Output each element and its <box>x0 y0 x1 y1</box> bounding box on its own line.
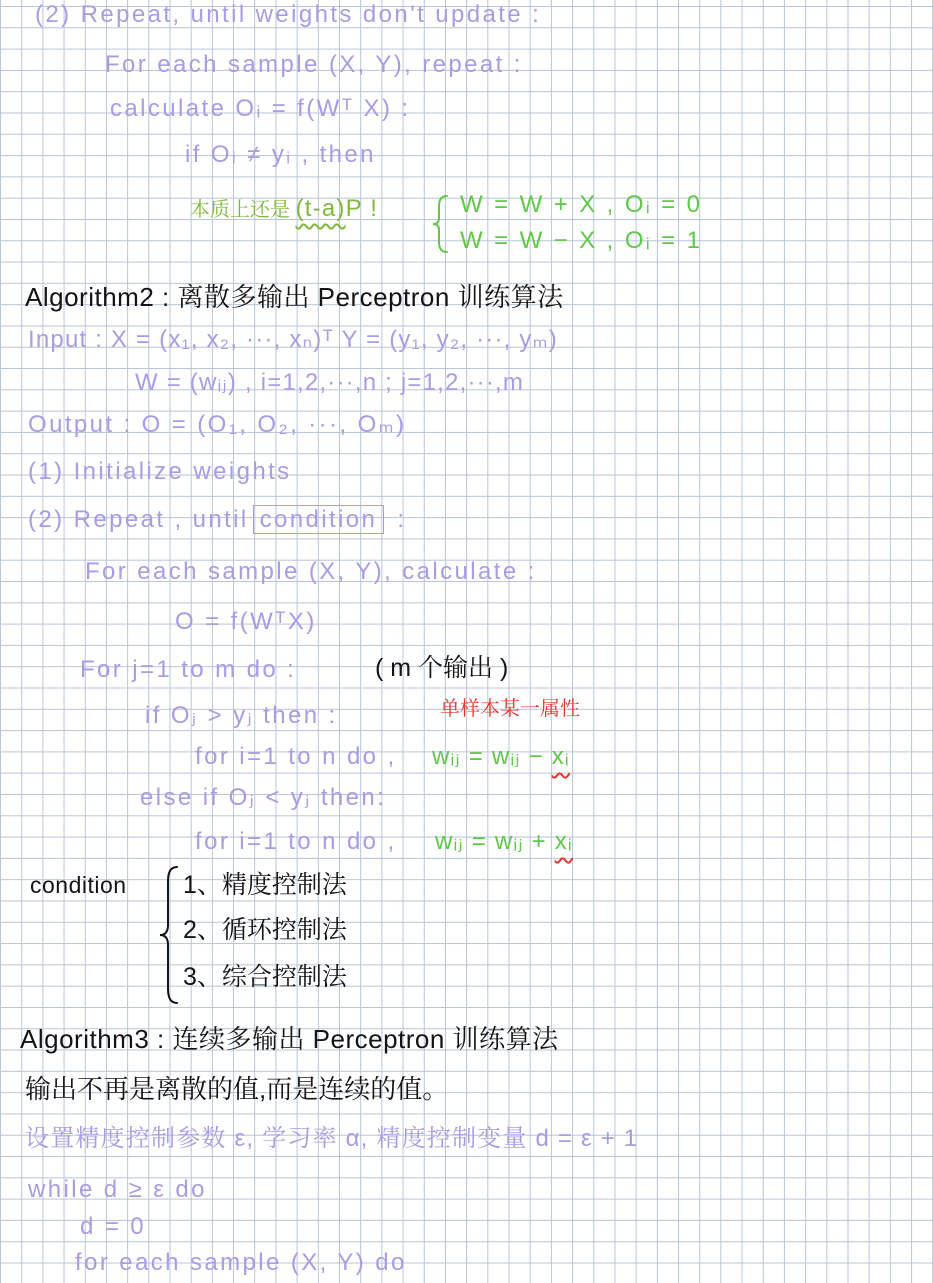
algo2-for-j-line: For j=1 to m do : <box>80 656 297 683</box>
algo3-while-line: while d ≥ ε do <box>28 1176 207 1203</box>
condition-label: condition <box>30 872 127 898</box>
algo1-case-1: W = W + X , Oᵢ = 0 <box>460 191 703 218</box>
algo2-update-2 <box>435 827 573 857</box>
algo2-repeat-suffix: : <box>388 506 407 533</box>
algo3-title: Algorithm3 : 连续多输出 Perceptron 训练算法 <box>20 1024 559 1054</box>
algo2-for-i-line-2: for i=1 to n do , <box>195 828 397 855</box>
algo2-init-line: (1) Initialize weights <box>28 458 292 485</box>
algo2-repeat-line <box>28 505 406 535</box>
algo1-for-each-line: For each sample (X, Y), repeat : <box>105 51 523 78</box>
algo2-update-2-prefix: wᵢⱼ = wᵢⱼ + <box>435 828 555 855</box>
algo2-o-line: O = f(WᵀX) <box>175 608 317 635</box>
algo2-if-line: if Oⱼ > yⱼ then : <box>145 702 338 729</box>
algo1-note-prefix: 本质上还是 <box>190 199 296 221</box>
algo1-calculate-line: calculate Oᵢ = f(Wᵀ X) : <box>110 95 411 122</box>
algo2-repeat-prefix: (2) Repeat , until <box>28 506 249 533</box>
algo2-else-line: else if Oⱼ < yⱼ then: <box>140 784 387 811</box>
algo3-setup-line: 设置精度控制参数 ε, 学习率 α, 精度控制变量 d = ε + 1 <box>25 1125 639 1152</box>
algo3-desc: 输出不再是离散的值,而是连续的值。 <box>25 1074 449 1104</box>
algo2-condition-box: condition <box>253 505 385 534</box>
algo3-d-line: d = 0 <box>80 1213 147 1240</box>
algo2-input-line: Input : X = (x₁, x₂, ···, xₙ)ᵀ Y = (y₁, y₂, ···, yₘ) <box>28 326 558 353</box>
algo2-update-1-prefix: wᵢⱼ = wᵢⱼ − <box>432 743 552 770</box>
algo2-w-line: W = (wᵢⱼ) , i=1,2,···,n ; j=1,2,···,m <box>135 369 525 396</box>
algo2-output-line: Output : O = (O₁, O₂, ···, Oₘ) <box>28 411 407 438</box>
algo2-for-i-line-1: for i=1 to n do , <box>195 743 397 770</box>
algo2-update-1 <box>432 742 570 772</box>
algo1-case-2: W = W − X , Oᵢ = 1 <box>460 227 703 254</box>
algo1-note-suffix: P ! <box>345 195 379 222</box>
algo2-update-2-x: xᵢ <box>554 828 573 855</box>
algo1-note <box>190 194 378 225</box>
condition-item-2: 2、循环控制法 <box>183 916 347 944</box>
algo1-repeat-line: (2) Repeat, until weights don't update : <box>35 1 542 28</box>
condition-item-1: 1、精度控制法 <box>183 871 347 899</box>
algo1-note-formula: (t-a) <box>295 195 346 222</box>
algo1-if-line: if Oᵢ ≠ yᵢ , then <box>185 141 376 168</box>
algo2-title: Algorithm2 : 离散多输出 Perceptron 训练算法 <box>25 282 564 312</box>
algo2-update-1-x: xᵢ <box>551 743 570 770</box>
algo3-for-each-line: for each sample (X, Y) do <box>75 1249 407 1276</box>
algo2-red-note: 单样本某一属性 <box>440 698 580 720</box>
algo2-for-each-line: For each sample (X, Y), calculate : <box>85 558 537 585</box>
condition-brace-icon <box>158 865 180 1005</box>
algo2-for-j-note: ( m 个输出 ) <box>375 654 509 682</box>
condition-item-3: 3、综合控制法 <box>183 963 347 991</box>
algo1-case-brace-icon <box>432 194 450 254</box>
